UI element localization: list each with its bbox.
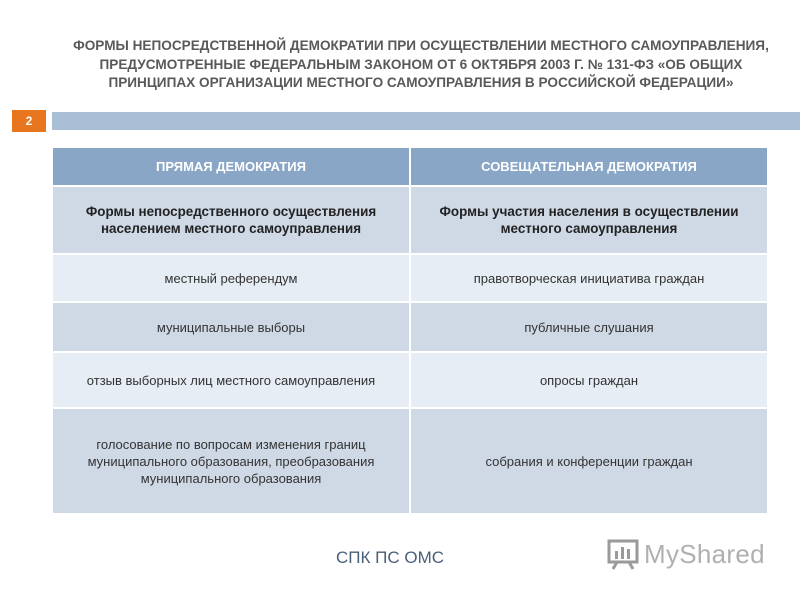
table-row: [53, 254, 767, 302]
table-row: [53, 186, 767, 254]
table-cell: Формы непосредственного осуществления населением местного самоуправления: [53, 186, 410, 254]
table-row: [53, 408, 767, 514]
table-row: [53, 352, 767, 408]
logo-text: MyShared: [644, 538, 765, 569]
democracy-forms-table: [53, 148, 767, 515]
table-cell: собрания и конференции граждан: [410, 408, 767, 514]
chart-board-icon: [606, 537, 640, 571]
table-cell: голосование по вопросам изменения границ муниципального образования, преобразования муниципального образования: [53, 408, 410, 514]
table-row: [53, 302, 767, 352]
footer-text: СПК ПС ОМС: [336, 548, 445, 567]
header-direct-democracy: ПРЯМАЯ ДЕМОКРАТИЯ: [53, 148, 410, 186]
table-cell: опросы граждан: [410, 352, 767, 408]
table-cell: Формы участия населения в осуществлении местного самоуправления: [410, 186, 767, 254]
slide-title: ФОРМЫ НЕПОСРЕДСТВЕННОЙ ДЕМОКРАТИИ ПРИ ОСУЩЕСТВЛЕНИИ МЕСТНОГО САМОУПРАВЛЕНИЯ, ПРЕДУСМОТРЕННЫЕ ФЕДЕРАЛЬНЫМ ЗАКОНОМ ОТ 6 ОКТЯБРЯ 2003 Г. № 131-ФЗ «ОБ ОБЩИХ ПРИНЦИПАХ ОРГАНИЗАЦИИ МЕСТНОГО САМОУПРАВЛЕНИЯ В РОССИЙСКОЙ ФЕДЕРАЦИИ»: [73, 38, 769, 90]
header-deliberative-democracy: СОВЕЩАТЕЛЬНАЯ ДЕМОКРАТИЯ: [410, 148, 767, 186]
slide-number-badge: 2: [12, 110, 46, 132]
table-cell: отзыв выборных лиц местного самоуправления: [53, 352, 410, 408]
table-header-row: [53, 148, 767, 186]
myshared-logo[interactable]: [606, 536, 765, 572]
table-cell: местный референдум: [53, 254, 410, 302]
title-divider-bar: [52, 112, 800, 130]
table-cell: публичные слушания: [410, 302, 767, 352]
table-cell: правотворческая инициатива граждан: [410, 254, 767, 302]
table-cell: муниципальные выборы: [53, 302, 410, 352]
